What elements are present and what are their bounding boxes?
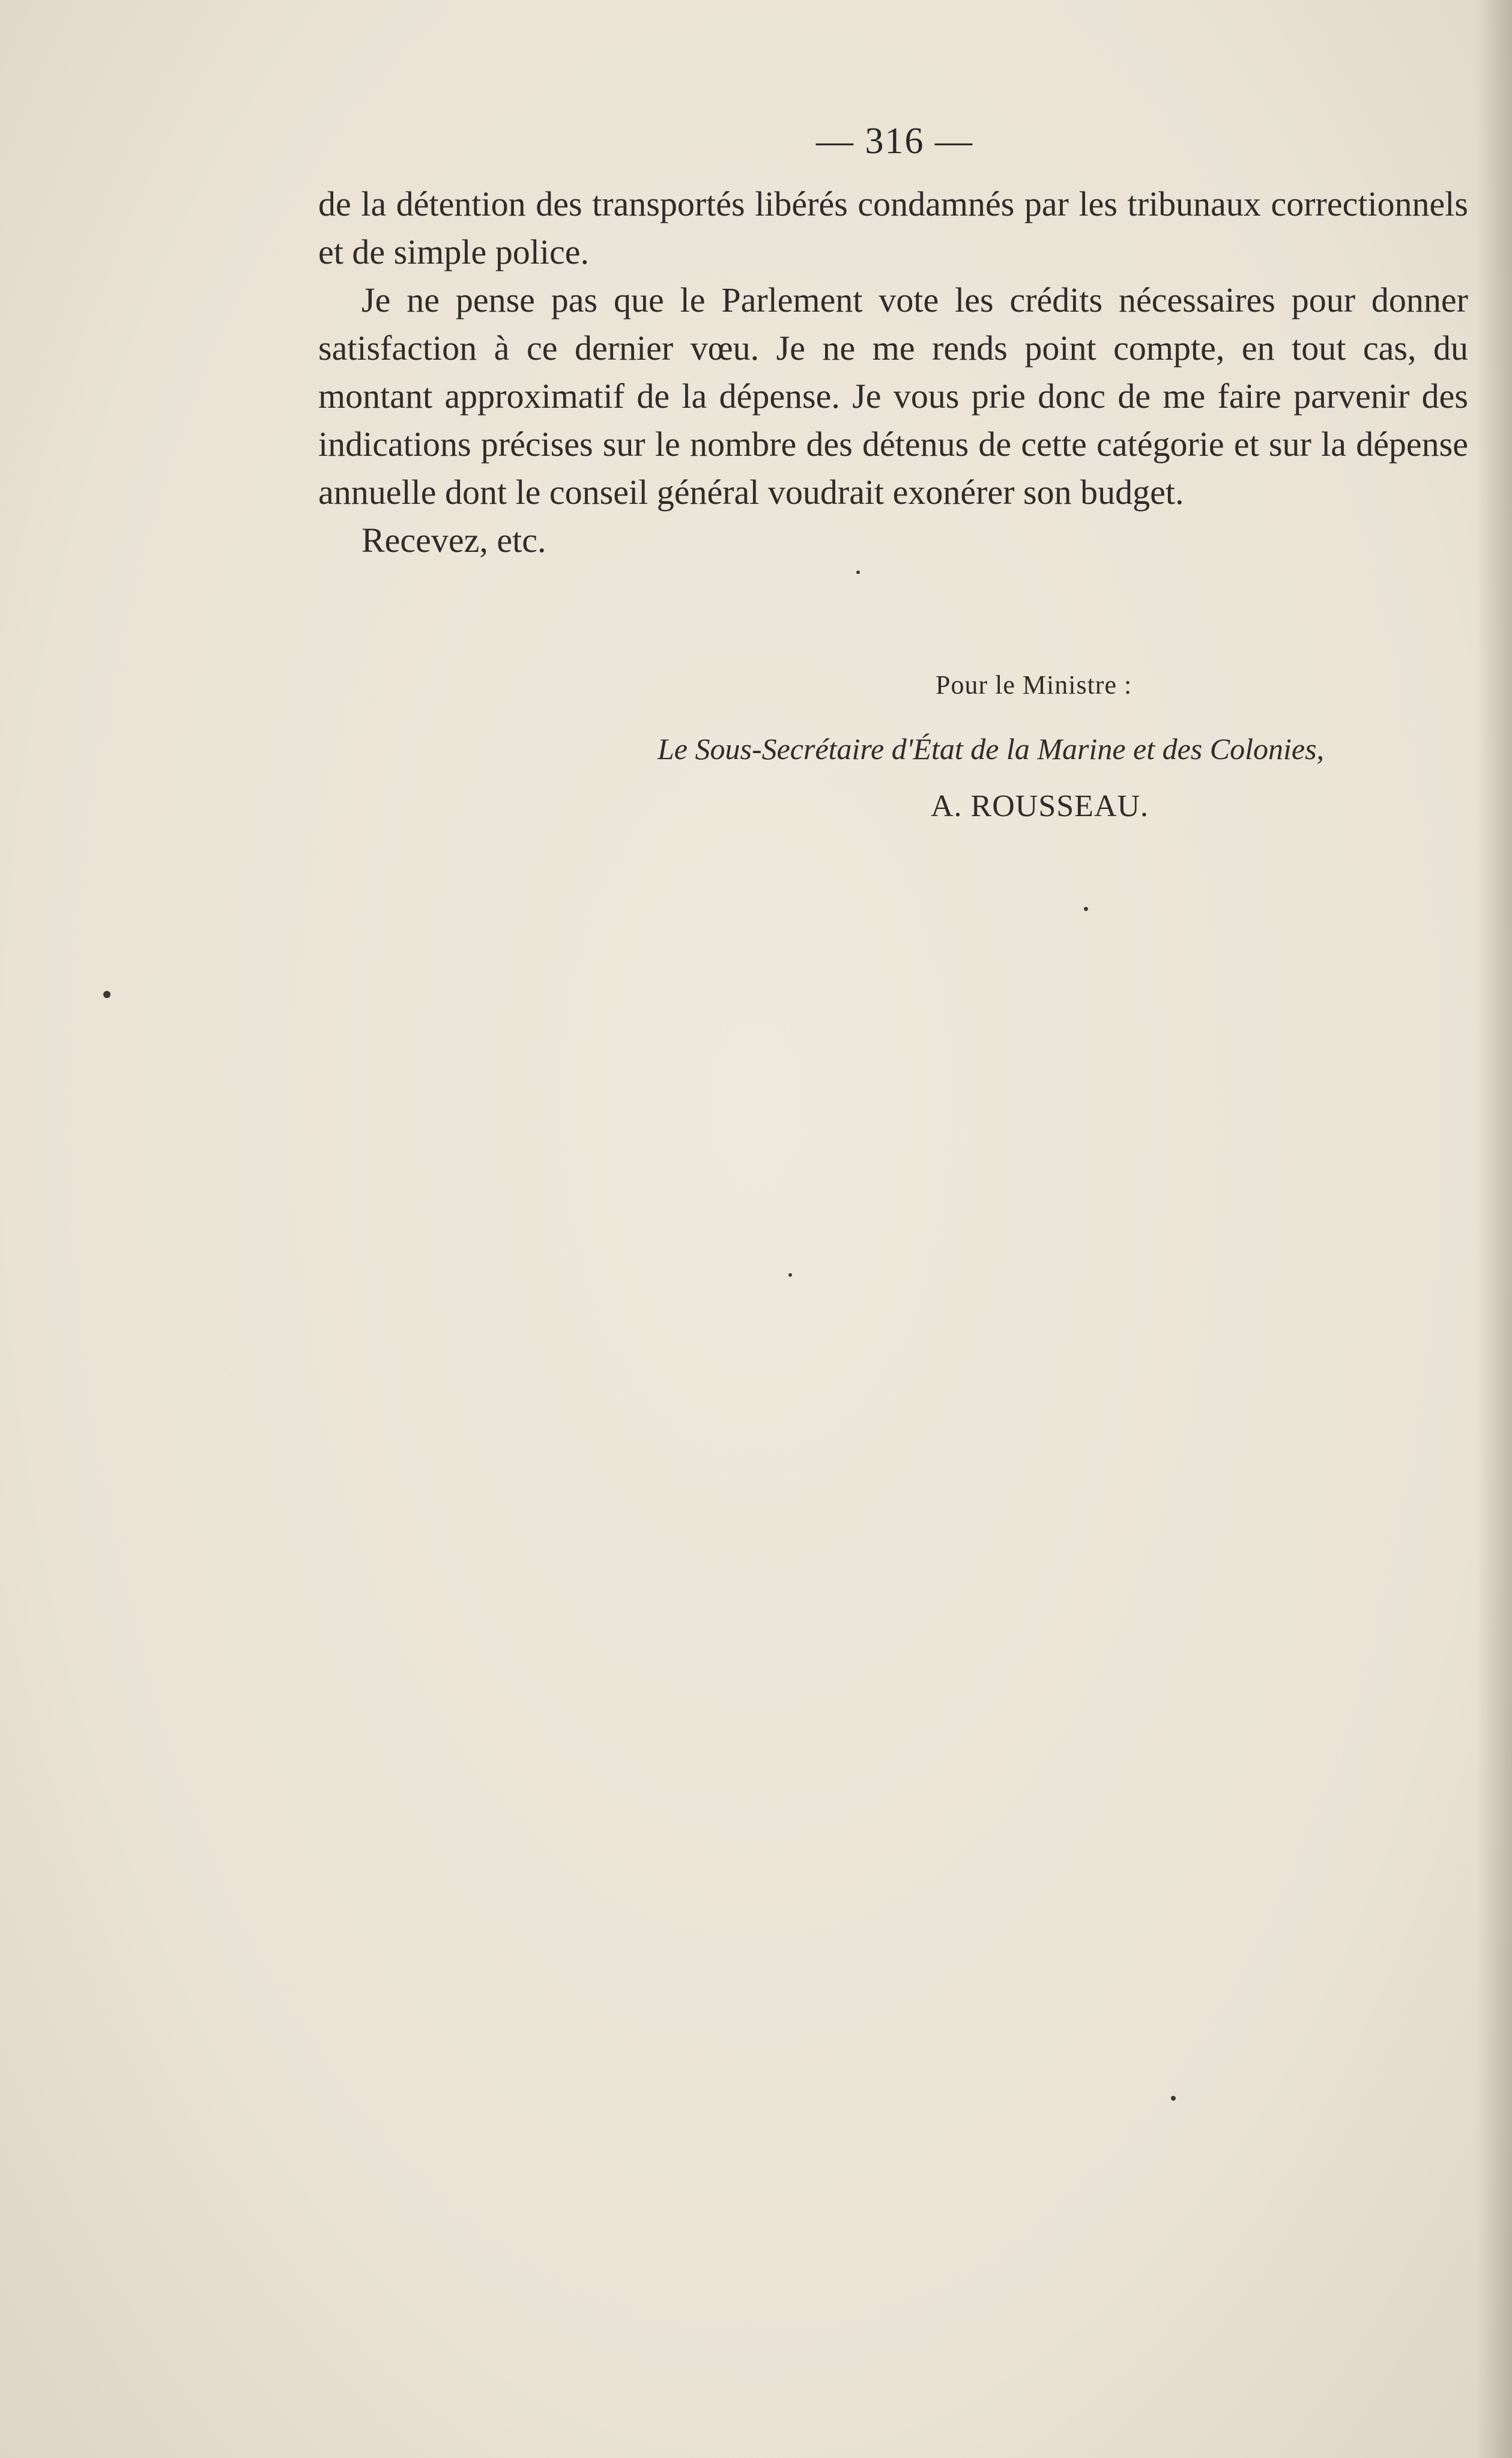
paper-speck xyxy=(856,571,860,574)
page-number: — 316 — xyxy=(816,121,973,162)
closing-formula: Recevez, etc. xyxy=(361,521,546,560)
paper-speck xyxy=(1171,2096,1176,2101)
paper-speck xyxy=(1084,907,1088,911)
paper-speck xyxy=(788,1273,792,1277)
paragraph-main: Je ne pense pas que le Parlement vote les crédits nécessaires pour donner satisfaction à ce dernier vœu. Je ne me rends point compte, en tout cas, du montant approximatif de la dépense. Je vous prie donc de me faire parvenir des indications précises sur le nombre des détenus de cette catégorie et sur la dépense annuelle dont le conseil général voudrait exonérer son budget. xyxy=(318,280,1468,512)
paper-speck xyxy=(103,991,110,998)
page-edge-shadow xyxy=(1476,0,1512,2458)
signature-prefix: Pour le Ministre : xyxy=(936,670,1132,700)
signature-title: Le Sous-Secrétaire d'État de la Marine et des Colonies, xyxy=(658,732,1325,766)
letter-body xyxy=(318,180,1468,565)
paragraph-continuation: de la détention des transportés libérés condamnés par les tribunaux correctionnels et de simple police. xyxy=(318,184,1468,271)
signature-name: A. ROUSSEAU. xyxy=(931,789,1149,823)
